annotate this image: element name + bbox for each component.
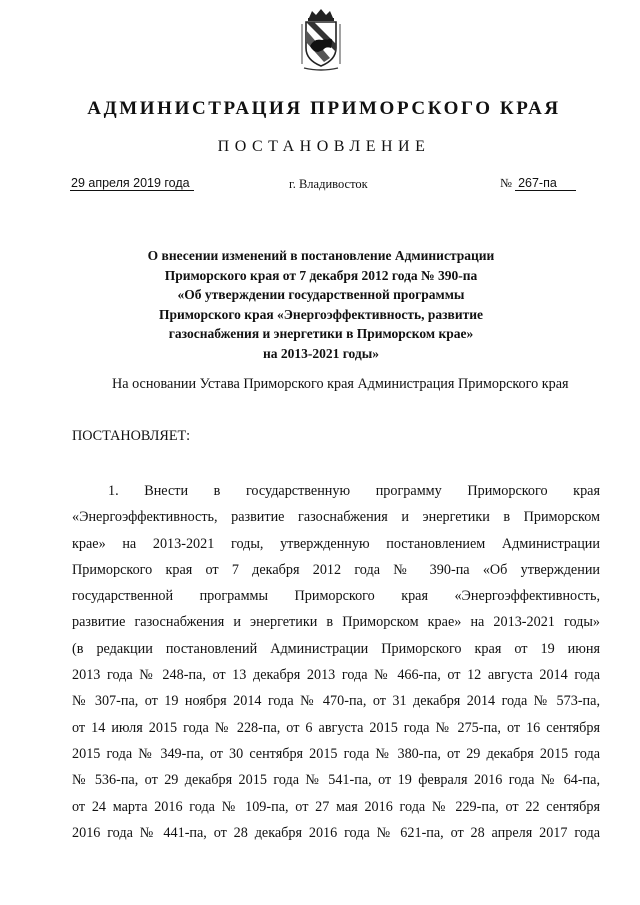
number-value: 267-па — [515, 176, 576, 191]
body-paragraph — [72, 478, 600, 846]
body-line: 2016 года № 441-па, от 28 декабря 2016 года № 621-па, от 28 апреля 2017 года — [72, 824, 600, 841]
coat-of-arms-icon — [296, 8, 346, 72]
body-line: № 536-па, от 29 декабря 2015 года № 541-па, от 19 февраля 2016 года № 64-па, — [72, 772, 600, 789]
organization-name: АДМИНИСТРАЦИЯ ПРИМОРСКОГО КРАЯ — [87, 98, 561, 119]
body-line: «Энергоэффективность, развитие газоснабжения и энергетики в Приморском — [72, 509, 600, 526]
document-city: г. Владивосток — [289, 177, 368, 191]
body-line: (в редакции постановлений Администрации Приморского края от 19 июня — [72, 640, 600, 657]
body-line: 2013 года № 248-па, от 13 декабря 2013 года № 466-па, от 12 августа 2014 года — [72, 667, 600, 684]
body-line: развитие газоснабжения и энергетики в Приморском крае» на 2013-2021 годы» — [72, 614, 600, 631]
body-line: 2015 года № 349-па, от 30 сентября 2015 года № 380-па, от 29 декабря 2015 года — [72, 745, 600, 762]
title-line: «Об утверждении государственной программы — [177, 287, 465, 302]
body-line: от 14 июля 2015 года № 228-па, от 6 августа 2015 года № 275-па, от 16 сентября — [72, 719, 600, 736]
body-line: № 307-па, от 19 ноября 2014 года № 470-па, от 31 декабря 2014 года № 573-па, — [72, 693, 600, 710]
body-line: Приморского края от 7 декабря 2012 года № 390-па «Об утверждении — [72, 561, 600, 578]
body-line: крае» на 2013-2021 годы, утвержденную постановлением Администрации — [72, 535, 600, 552]
document-type: ПОСТАНОВЛЕНИЕ — [217, 138, 431, 155]
number-sign: № — [500, 176, 512, 190]
document-date: 29 апреля 2019 года — [70, 176, 194, 191]
title-line: Приморского края «Энергоэффективность, развитие — [158, 306, 484, 322]
title-line: газоснабжения и энергетики в Приморском крае» — [168, 326, 474, 341]
document-number — [500, 176, 576, 191]
document-title — [130, 246, 512, 363]
body-line: от 24 марта 2016 года № 109-па, от 27 мая 2016 года № 229-па, от 22 сентября — [72, 798, 600, 815]
decree-word: ПОСТАНОВЛЯЕТ: — [72, 428, 191, 444]
title-line: на 2013-2021 годы» — [262, 345, 380, 361]
title-line: О внесении изменений в постановление Администрации — [147, 248, 495, 263]
body-line: государственной программы Приморского края «Энергоэффективность, — [72, 588, 600, 605]
basis-paragraph: На основании Устава Приморского края Администрация Приморского края — [112, 376, 569, 392]
body-line: 1. Внести в государственную программу Приморского края — [108, 483, 600, 499]
title-line: Приморского края от 7 декабря 2012 года № 390-па — [164, 267, 478, 283]
